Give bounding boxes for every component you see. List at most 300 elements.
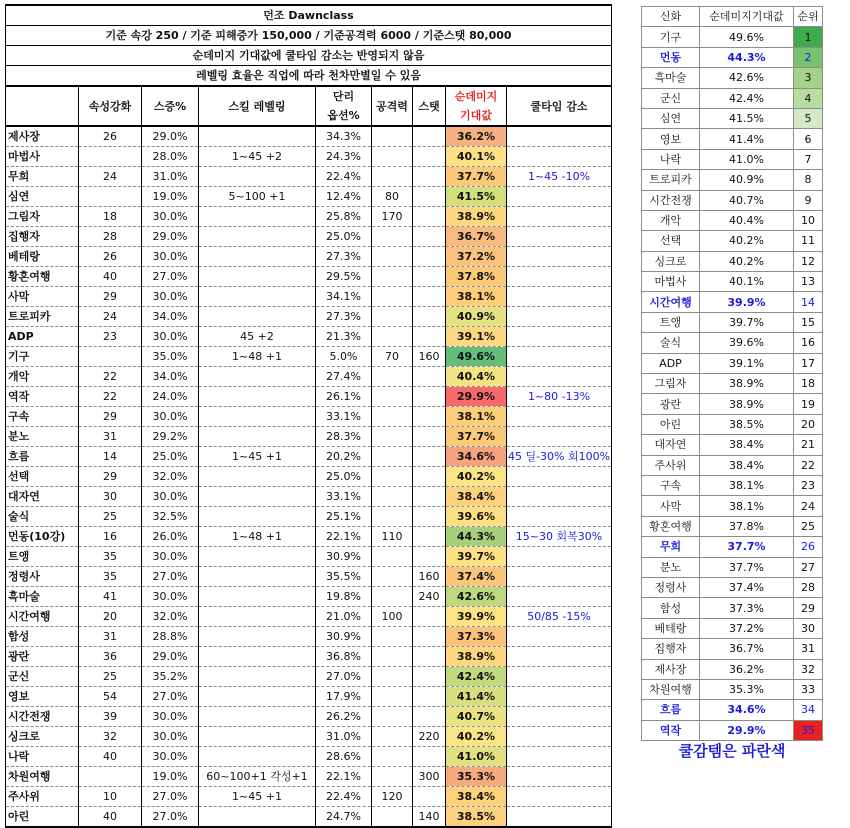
job-name: 분노: [6, 427, 79, 447]
ranking-val: 36.7%: [700, 639, 794, 659]
single-opt-value: 26.1%: [316, 387, 372, 407]
ranking-name: 분노: [642, 557, 700, 577]
ranking-name: 사막: [642, 496, 700, 516]
info-line-cooldown-note: 순데미지 기대값에 쿨타임 감소는 반영되지 않음: [6, 46, 612, 66]
cooldown-value: [507, 267, 612, 287]
stat-value: [413, 247, 446, 267]
ranking-name: 술식: [642, 333, 700, 353]
job-name: 선택: [6, 467, 79, 487]
expected-damage-value: 37.7%: [446, 167, 507, 187]
single-opt-value: 20.2%: [316, 447, 372, 467]
attack-value: [372, 707, 413, 727]
attack-value: 170: [372, 207, 413, 227]
ranking-rank: 14: [794, 292, 823, 312]
cooldown-value: [507, 547, 612, 567]
element-value: 18: [79, 207, 142, 227]
stat-value: 140: [413, 807, 446, 828]
table-row: [6, 287, 612, 307]
attack-value: 120: [372, 787, 413, 807]
job-name: 함성: [6, 627, 79, 647]
skill-pct-value: 32.0%: [142, 467, 199, 487]
job-name: 대자연: [6, 487, 79, 507]
stat-value: [413, 126, 446, 147]
expected-damage-value: 38.9%: [446, 207, 507, 227]
ranking-row: [642, 312, 823, 332]
ranking-name: 그림자: [642, 374, 700, 394]
job-name: 광란: [6, 647, 79, 667]
job-name: 흑마술: [6, 587, 79, 607]
stat-value: [413, 187, 446, 207]
ranking-name: 차원여행: [642, 679, 700, 699]
element-value: 20: [79, 607, 142, 627]
skill-level-value: [199, 687, 316, 707]
single-opt-value: 27.0%: [316, 667, 372, 687]
table-row: [6, 367, 612, 387]
ranking-rank: 10: [794, 210, 823, 230]
expected-damage-value: 38.1%: [446, 407, 507, 427]
ranking-row: [642, 639, 823, 659]
cooldown-value: [507, 327, 612, 347]
ranking-rank: 22: [794, 455, 823, 475]
skill-level-value: [199, 247, 316, 267]
table-row: [6, 767, 612, 787]
job-name: 시간전쟁: [6, 707, 79, 727]
skill-pct-value: 27.0%: [142, 567, 199, 587]
cooldown-value: [507, 147, 612, 167]
ranking-rank: 31: [794, 639, 823, 659]
single-opt-value: 22.1%: [316, 767, 372, 787]
expected-damage-value: 40.7%: [446, 707, 507, 727]
single-opt-value: 22.1%: [316, 527, 372, 547]
skill-pct-value: 32.5%: [142, 507, 199, 527]
attack-value: [372, 447, 413, 467]
single-opt-value: 22.4%: [316, 787, 372, 807]
header-expected-damage: 순데미지 기대값: [446, 86, 507, 126]
single-opt-value: 17.9%: [316, 687, 372, 707]
element-value: 29: [79, 287, 142, 307]
header-cooldown: 쿨타임 감소: [507, 86, 612, 126]
ranking-val: 39.6%: [700, 333, 794, 353]
ranking-val: 38.9%: [700, 394, 794, 414]
expected-damage-value: 42.4%: [446, 667, 507, 687]
expected-damage-value: 40.2%: [446, 467, 507, 487]
ranking-val: 38.1%: [700, 496, 794, 516]
header-stat: 스탯: [413, 86, 446, 126]
attack-value: [372, 167, 413, 187]
skill-pct-value: 34.0%: [142, 367, 199, 387]
single-opt-value: 5.0%: [316, 347, 372, 367]
skill-pct-value: 32.0%: [142, 607, 199, 627]
table-row: [6, 307, 612, 327]
skill-level-value: [199, 267, 316, 287]
skill-level-value: 45 +2: [199, 327, 316, 347]
ranking-rank: 23: [794, 475, 823, 495]
ranking-rank: 16: [794, 333, 823, 353]
ranking-row: [642, 516, 823, 536]
ranking-rank: 15: [794, 312, 823, 332]
ranking-row: [642, 88, 823, 108]
info-line-leveling-note: 레벨링 효율은 직업에 따라 천차만별일 수 있음: [6, 66, 612, 87]
job-name: 집행자: [6, 227, 79, 247]
table-row: [6, 407, 612, 427]
element-value: 22: [79, 387, 142, 407]
stat-value: [413, 447, 446, 467]
skill-pct-value: 19.0%: [142, 187, 199, 207]
table-row: [6, 267, 612, 287]
job-name: 아린: [6, 807, 79, 828]
attack-value: [372, 687, 413, 707]
stat-value: [413, 747, 446, 767]
job-name: 개악: [6, 367, 79, 387]
skill-pct-value: 30.0%: [142, 327, 199, 347]
skill-level-value: [199, 627, 316, 647]
single-opt-value: 25.0%: [316, 227, 372, 247]
skill-level-value: [199, 747, 316, 767]
stat-value: [413, 267, 446, 287]
ranking-rank: 1: [794, 27, 823, 47]
skill-pct-value: 29.0%: [142, 126, 199, 147]
table-row: [6, 547, 612, 567]
ranking-name: 군신: [642, 88, 700, 108]
table-row: [6, 587, 612, 607]
ranking-rank: 12: [794, 251, 823, 271]
table-row: [6, 647, 612, 667]
expected-damage-value: 38.1%: [446, 287, 507, 307]
cooldown-value: [507, 787, 612, 807]
stat-value: [413, 527, 446, 547]
ranking-row: [642, 537, 823, 557]
ranking-val: 34.6%: [700, 700, 794, 720]
single-opt-value: 30.9%: [316, 627, 372, 647]
skill-level-value: [199, 487, 316, 507]
job-name: 시간여행: [6, 607, 79, 627]
table-row: [6, 327, 612, 347]
skill-level-value: 5~100 +1: [199, 187, 316, 207]
single-opt-value: 27.3%: [316, 307, 372, 327]
single-opt-value: 19.8%: [316, 587, 372, 607]
element-value: 16: [79, 527, 142, 547]
ranking-val: 38.1%: [700, 475, 794, 495]
cooldown-value: [507, 807, 612, 828]
stat-value: [413, 547, 446, 567]
skill-pct-value: 29.0%: [142, 647, 199, 667]
element-value: 25: [79, 507, 142, 527]
ranking-row: [642, 272, 823, 292]
table-row: [6, 126, 612, 147]
skill-level-value: [199, 307, 316, 327]
skill-level-value: [199, 207, 316, 227]
attack-value: [372, 727, 413, 747]
attack-value: [372, 367, 413, 387]
stat-value: [413, 687, 446, 707]
single-opt-value: 12.4%: [316, 187, 372, 207]
skill-pct-value: 27.0%: [142, 807, 199, 828]
table-row: [6, 787, 612, 807]
ranking-val: 37.2%: [700, 618, 794, 638]
ranking-name: 흑마술: [642, 68, 700, 88]
table-row: [6, 667, 612, 687]
ranking-row: [642, 210, 823, 230]
cooldown-value: 15~30 회복30%: [507, 527, 612, 547]
ranking-row: [642, 47, 823, 67]
job-name: 구속: [6, 407, 79, 427]
ranking-val: 38.4%: [700, 435, 794, 455]
job-name: 영보: [6, 687, 79, 707]
single-opt-value: 24.3%: [316, 147, 372, 167]
skill-level-value: 1~48 +1: [199, 527, 316, 547]
attack-value: [372, 767, 413, 787]
single-opt-value: 25.8%: [316, 207, 372, 227]
element-value: 24: [79, 167, 142, 187]
cooldown-value: [507, 647, 612, 667]
header-skill-level: 스킬 레벨링: [199, 86, 316, 126]
ranking-name: 싱크로: [642, 251, 700, 271]
ranking-rank: 34: [794, 700, 823, 720]
job-name: 군신: [6, 667, 79, 687]
attack-value: [372, 307, 413, 327]
cooldown-value: [507, 507, 612, 527]
stat-value: [413, 307, 446, 327]
skill-pct-value: 27.0%: [142, 687, 199, 707]
expected-damage-value: 37.3%: [446, 627, 507, 647]
job-name: 싱크로: [6, 727, 79, 747]
element-value: 25: [79, 667, 142, 687]
skill-pct-value: 26.0%: [142, 527, 199, 547]
job-name: 주사위: [6, 787, 79, 807]
cooldown-value: [507, 707, 612, 727]
single-opt-value: 27.3%: [316, 247, 372, 267]
table-row: [6, 487, 612, 507]
ranking-name: ADP: [642, 353, 700, 373]
skill-level-value: [199, 567, 316, 587]
attack-value: [372, 507, 413, 527]
ranking-rank: 3: [794, 68, 823, 88]
table-row: [6, 187, 612, 207]
element-value: 28: [79, 227, 142, 247]
skill-pct-value: 31.0%: [142, 167, 199, 187]
ranking-row: [642, 679, 823, 699]
single-opt-value: 36.8%: [316, 647, 372, 667]
ranking-val: 37.7%: [700, 537, 794, 557]
skill-pct-value: 28.8%: [142, 627, 199, 647]
ranking-name: 함성: [642, 598, 700, 618]
table-row: [6, 207, 612, 227]
stat-value: [413, 387, 446, 407]
cooldown-value: 50/85 -15%: [507, 607, 612, 627]
table-row: [6, 607, 612, 627]
ranking-name: 영보: [642, 129, 700, 149]
cooldown-value: [507, 207, 612, 227]
attack-value: 100: [372, 607, 413, 627]
ranking-rank: 20: [794, 414, 823, 434]
stat-value: [413, 147, 446, 167]
expected-damage-value: 37.8%: [446, 267, 507, 287]
ranking-row: [642, 455, 823, 475]
skill-pct-value: 34.0%: [142, 307, 199, 327]
skill-level-value: [199, 607, 316, 627]
job-name: 그림자: [6, 207, 79, 227]
skill-level-value: [199, 387, 316, 407]
ranking-row: [642, 129, 823, 149]
ranking-rank: 26: [794, 537, 823, 557]
stat-value: 240: [413, 587, 446, 607]
stat-value: [413, 607, 446, 627]
skill-pct-value: 35.2%: [142, 667, 199, 687]
element-value: 40: [79, 267, 142, 287]
attack-value: [372, 407, 413, 427]
expected-damage-value: 29.9%: [446, 387, 507, 407]
ranking-rank: 27: [794, 557, 823, 577]
element-value: 41: [79, 587, 142, 607]
skill-level-value: [199, 547, 316, 567]
ranking-val: 40.2%: [700, 251, 794, 271]
stat-value: [413, 407, 446, 427]
element-value: [79, 767, 142, 787]
ranking-rank: 35: [794, 720, 823, 740]
element-value: [79, 347, 142, 367]
expected-damage-value: 41.0%: [446, 747, 507, 767]
skill-level-value: [199, 407, 316, 427]
attack-value: [372, 267, 413, 287]
expected-damage-value: 44.3%: [446, 527, 507, 547]
ranking-row: [642, 435, 823, 455]
table-row: [6, 527, 612, 547]
single-opt-value: 28.3%: [316, 427, 372, 447]
cooldown-value: [507, 487, 612, 507]
job-name: 마법사: [6, 147, 79, 167]
ranking-val: 40.4%: [700, 210, 794, 230]
ranking-rank: 32: [794, 659, 823, 679]
ranking-val: 41.5%: [700, 108, 794, 128]
skill-level-value: 1~45 +1: [199, 447, 316, 467]
table-title: 던조 Dawnclass: [6, 5, 612, 26]
skill-level-value: [199, 427, 316, 447]
attack-value: [372, 667, 413, 687]
ranking-rank: 24: [794, 496, 823, 516]
job-name: 나락: [6, 747, 79, 767]
table-row: [6, 567, 612, 587]
element-value: 31: [79, 427, 142, 447]
ranking-rank: 29: [794, 598, 823, 618]
ranking-rank: 8: [794, 170, 823, 190]
element-value: 54: [79, 687, 142, 707]
attack-value: [372, 747, 413, 767]
ranking-name: 시간전쟁: [642, 190, 700, 210]
expected-damage-value: 40.4%: [446, 367, 507, 387]
ranking-val: 40.2%: [700, 231, 794, 251]
attack-value: [372, 287, 413, 307]
stat-value: 220: [413, 727, 446, 747]
expected-damage-value: 38.4%: [446, 487, 507, 507]
skill-level-value: [199, 587, 316, 607]
cooldown-value: [507, 687, 612, 707]
ranking-name: 집행자: [642, 639, 700, 659]
attack-value: [372, 587, 413, 607]
ranking-name: 구속: [642, 475, 700, 495]
element-value: 39: [79, 707, 142, 727]
single-opt-value: 28.6%: [316, 747, 372, 767]
element-value: 40: [79, 807, 142, 828]
cooldown-value: [507, 747, 612, 767]
skill-pct-value: 30.0%: [142, 287, 199, 307]
table-row: [6, 687, 612, 707]
element-value: 35: [79, 567, 142, 587]
rank-header-name: 신화: [642, 7, 700, 27]
table-row: [6, 807, 612, 828]
skill-pct-value: 27.0%: [142, 787, 199, 807]
ranking-rank: 2: [794, 47, 823, 67]
skill-level-value: [199, 667, 316, 687]
skill-pct-value: 30.0%: [142, 587, 199, 607]
ranking-row: [642, 374, 823, 394]
skill-pct-value: 28.0%: [142, 147, 199, 167]
ranking-val: 39.1%: [700, 353, 794, 373]
ranking-row: [642, 251, 823, 271]
info-line-baseline: 기준 속강 250 / 기준 피해증가 150,000 / 기준공격력 6000 / 기준스탯 80,000: [6, 26, 612, 46]
table-row: [6, 427, 612, 447]
attack-value: [372, 467, 413, 487]
skill-level-value: [199, 507, 316, 527]
table-row: [6, 247, 612, 267]
job-name: 무희: [6, 167, 79, 187]
expected-damage-value: 37.7%: [446, 427, 507, 447]
job-name: 심연: [6, 187, 79, 207]
table-row: [6, 627, 612, 647]
ranking-name: 선택: [642, 231, 700, 251]
skill-level-value: [199, 727, 316, 747]
attack-value: [372, 227, 413, 247]
attack-value: [372, 647, 413, 667]
cooldown-value: [507, 247, 612, 267]
stat-value: [413, 507, 446, 527]
ranking-row: [642, 475, 823, 495]
ranking-rank: 28: [794, 577, 823, 597]
skill-pct-value: 30.0%: [142, 487, 199, 507]
table-row: [6, 727, 612, 747]
header-skill-pct: 스증%: [142, 86, 199, 126]
expected-damage-value: 36.2%: [446, 126, 507, 147]
ranking-val: 37.8%: [700, 516, 794, 536]
main-comparison-table: [5, 4, 612, 828]
ranking-val: 38.4%: [700, 455, 794, 475]
element-value: 29: [79, 467, 142, 487]
ranking-row: [642, 598, 823, 618]
ranking-rank: 18: [794, 374, 823, 394]
ranking-row: [642, 618, 823, 638]
skill-level-value: 1~45 +2: [199, 147, 316, 167]
stat-value: [413, 487, 446, 507]
skill-pct-value: 29.0%: [142, 227, 199, 247]
skill-level-value: 60~100+1 각성+1: [199, 767, 316, 787]
ranking-rank: 17: [794, 353, 823, 373]
single-opt-value: 24.7%: [316, 807, 372, 828]
ranking-val: 38.9%: [700, 374, 794, 394]
header-attack: 공격력: [372, 86, 413, 126]
expected-damage-value: 38.5%: [446, 807, 507, 828]
ranking-name: 무희: [642, 537, 700, 557]
ranking-rank: 19: [794, 394, 823, 414]
ranking-name: 트로피카: [642, 170, 700, 190]
ranking-val: 40.1%: [700, 272, 794, 292]
element-value: 36: [79, 647, 142, 667]
table-row: [6, 147, 612, 167]
stat-value: [413, 627, 446, 647]
table-row: [6, 347, 612, 367]
job-name: 트로피카: [6, 307, 79, 327]
table-row: [6, 227, 612, 247]
attack-value: [372, 387, 413, 407]
expected-damage-value: 37.2%: [446, 247, 507, 267]
